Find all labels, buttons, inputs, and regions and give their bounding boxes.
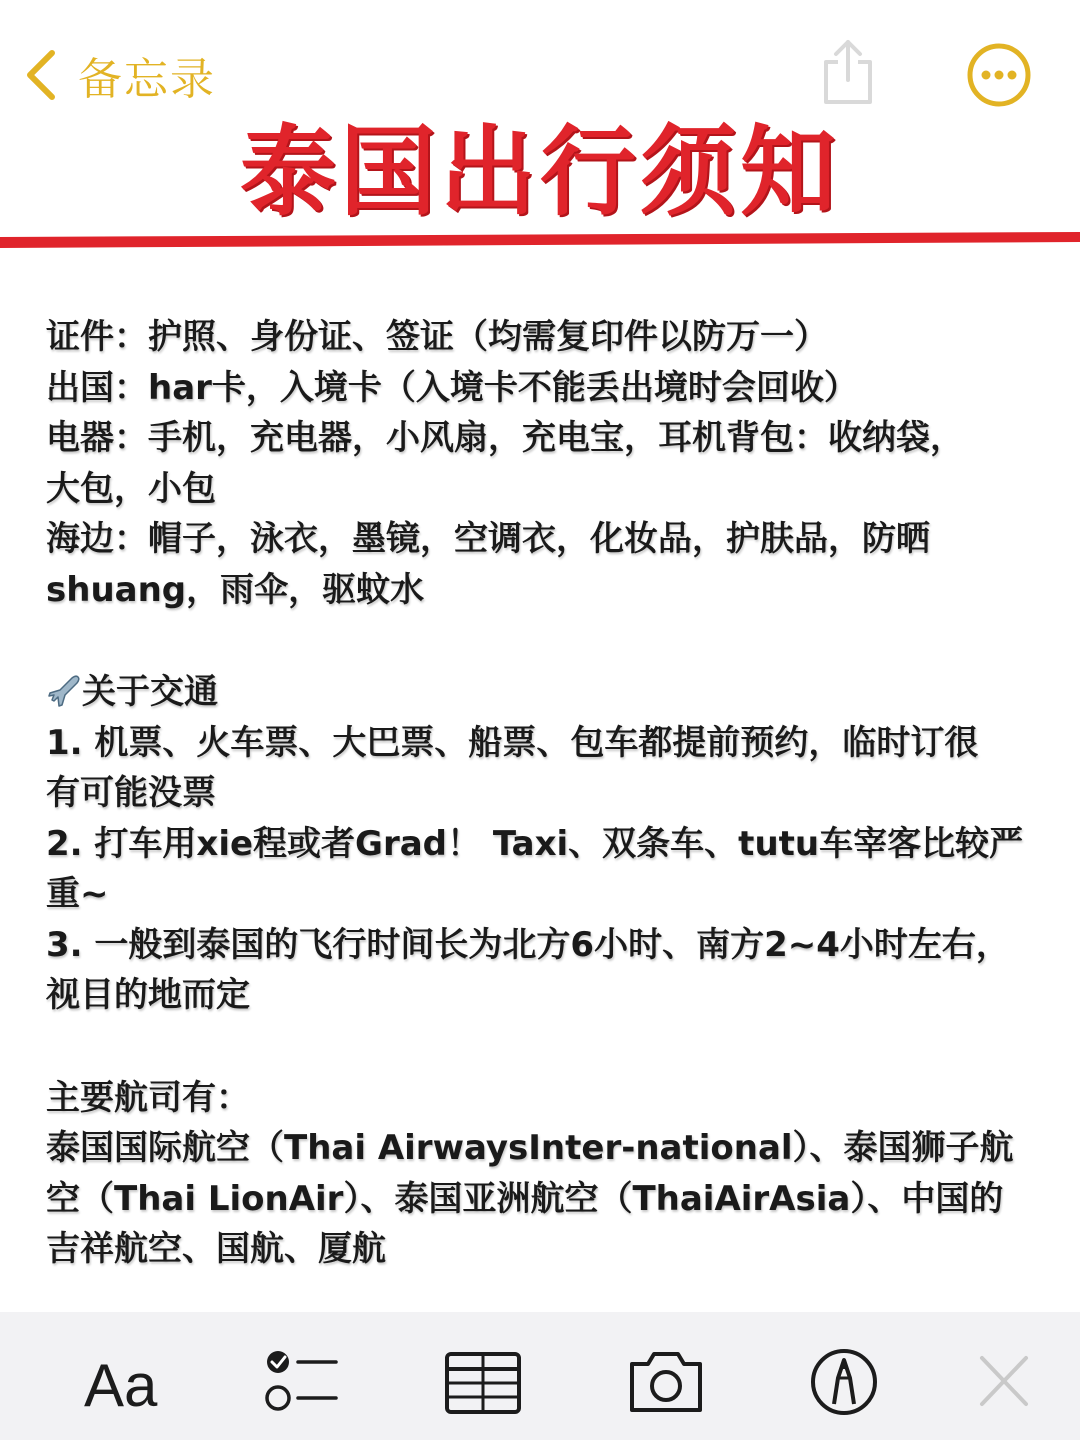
section-heading-label: 关于交通	[82, 672, 218, 712]
markup-pen-icon	[808, 1342, 880, 1422]
table-icon	[444, 1342, 522, 1422]
format-button[interactable]	[84, 1346, 157, 1426]
note-line: 大包，小包	[46, 468, 216, 509]
blank-line	[46, 1021, 1036, 1073]
note-line: 泰国国际航空（Thai AirwaysInter-national）、泰国狮子航	[46, 1128, 1014, 1168]
checklist-button[interactable]	[264, 1342, 340, 1422]
note-line: shuang，雨伞，驱蚊水	[46, 569, 425, 610]
checklist-icon	[264, 1342, 340, 1422]
format-text-icon: Aa	[84, 1352, 158, 1419]
note-line: 空（Thai LionAir）、泰国亚洲航空（ThaiAirAsia）、中国的	[46, 1178, 1004, 1219]
note-line: 视目的地而定	[46, 975, 250, 1015]
more-button[interactable]	[966, 42, 1032, 108]
note-line: 3. 一般到泰国的飞行时间长为北方6小时、南方2~4小时左右，	[46, 924, 1010, 965]
camera-button[interactable]	[626, 1342, 706, 1422]
note-line: 吉祥航空、国航、厦航	[46, 1229, 386, 1269]
section-heading-transport	[46, 667, 1036, 718]
ellipsis-circle-icon	[966, 42, 1032, 108]
back-label: 备忘录	[78, 54, 216, 105]
note-line: 电器：手机，充电器，小风扇，充电宝，耳机背包：收纳袋，	[46, 418, 964, 458]
table-button[interactable]	[444, 1342, 522, 1422]
share-icon	[816, 36, 880, 108]
note-line: 出国：har卡，入境卡（入境卡不能丢出境时会回收）	[46, 367, 858, 408]
markup-button[interactable]	[808, 1342, 880, 1422]
note-line: 1. 机票、火车票、大巴票、船票、包车都提前预约，临时订很	[46, 722, 979, 763]
note-line: 海边：帽子，泳衣，墨镜，空调衣，化妆品，护肤品，防晒	[46, 519, 930, 559]
share-button[interactable]	[816, 36, 880, 108]
camera-icon	[626, 1342, 706, 1422]
chevron-left-icon	[20, 47, 60, 103]
note-title: 泰国出行须知	[240, 114, 840, 230]
blank-line	[46, 615, 1036, 667]
title-underline	[0, 232, 1080, 250]
note-line: 证件：护照、身份证、签证（均需复印件以防万一）	[46, 317, 828, 357]
note-line: 有可能没票	[46, 773, 216, 813]
note-line: 主要航司有：	[46, 1077, 250, 1118]
note-line: 2. 打车用xie程或者Grad！ Taxi、双条车、tutu车宰客比较严	[46, 823, 1024, 864]
close-button[interactable]	[976, 1342, 1032, 1422]
bottom-toolbar	[0, 1312, 1080, 1440]
back-button[interactable]	[20, 40, 216, 110]
navigation-bar	[0, 0, 1080, 120]
airplane-emoji-icon	[46, 673, 82, 709]
note-body[interactable]	[46, 312, 1036, 1275]
note-line: 重~	[46, 874, 109, 914]
close-icon	[976, 1342, 1032, 1422]
